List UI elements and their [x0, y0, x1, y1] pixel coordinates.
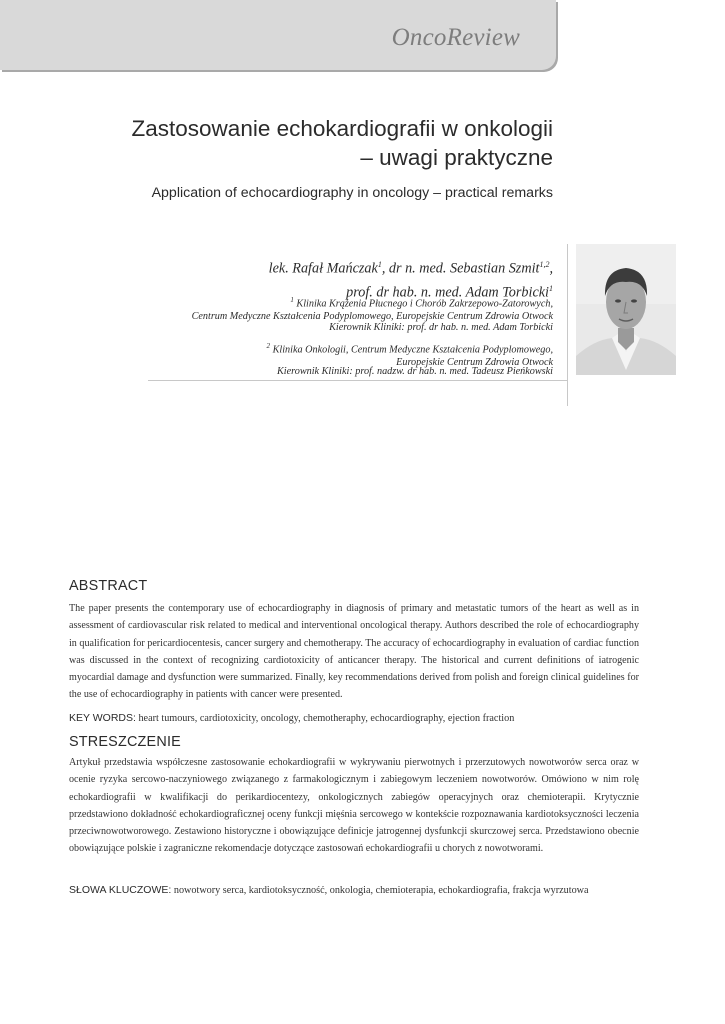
abstract-text: The paper presents the contemporary use of echocardiography in diagnosis of primary and metastatic tumors of the heart as well as in assessment of cardiovascular risk related to medical and interventional oncological therapy. Authors described the role of echocardiography in qualification for pericardiocentesis, cancer surgery and chemotherapy. The accuracy of echocardiography in evaluation of cardiac function was discussed in the context of recognizing cardiotoxicity of anticancer therapy. The historical and current definitions of iatrogenic myocardial damage and dysfunction were summarized. Finally, key recommendations derived from polish and foreign clinical guidelines for the use of echocardiography in patients with cancer were presented. [69, 603, 639, 701]
streszczenie-keywords [69, 884, 659, 896]
affiliation-2-line-1: Klinika Onkologii, Centrum Medyczne Kształcenia Podyplomowego, [270, 344, 553, 356]
affiliation-1-line-1: Klinika Krążenia Płucnego i Chorób Zakrzepowo-Zatorowych, [293, 298, 553, 310]
article-subtitle: Application of echocardiography in oncology – practical remarks [151, 185, 553, 201]
abstract-heading: ABSTRACT [69, 578, 148, 594]
author-1: lek. Rafał Mańczak [268, 260, 378, 277]
affiliation-2-marker: 2 [266, 342, 271, 350]
portrait-divider [567, 244, 568, 406]
author-separator: , [549, 260, 553, 277]
abstract-keywords [69, 712, 659, 724]
slowa-kluczowe-label: SŁOWA KLUCZOWE: [69, 884, 172, 896]
streszczenie-text: Artykuł przedstawia współczesne zastosowanie echokardiografii w wykrywaniu pierwotnych i przerzutowych nowotworów serca oraz w ocenie ryzyka sercowo-naczyniowego związanego z farmakologicznym i zabiegowym leczeniem nowotworów. Omówiono w nim rolę echokardiografii w kwalifikacji do perikardiocentezy, onkologicznych zabiegów operacyjnych oraz chemioterapii. Krytycznie przedstawiono dokładność echokardiograficznej oceny funkcji mięśnia sercowego w kontekście rozpoznawania kardiotoksyczności leczenia przeciwnowotworowego. Zestawiono historyczne i obowiązujące definicje jatrogennej dysfunkcji skurczowej serca. Przedstawiono obecnie obowiązujące polskie i zagraniczne rekomendacje dotyczące zastosowań echokardiografii u chorych z nowotworami. [69, 757, 639, 855]
journal-header-band [0, 0, 556, 70]
article-title [33, 114, 553, 172]
author-block-rule [148, 380, 568, 381]
affiliation-1-line-2: Centrum Medyczne Kształcenia Podyplomowego, Europejskie Centrum Zdrowia Otwock [191, 310, 553, 322]
portrait-illustration [576, 244, 676, 375]
affiliation-1 [33, 294, 553, 323]
affiliation-2-line-2: Europejskie Centrum Zdrowia Otwock [396, 356, 553, 368]
journal-name: OncoReview [391, 24, 520, 51]
affiliation-1-head: Kierownik Kliniki: prof. dr hab. n. med. Adam Torbicki [329, 322, 553, 333]
article-title-line-2: – uwagi praktyczne [360, 145, 553, 170]
author-3-affiliation: 1 [549, 283, 553, 293]
keywords-label: KEY WORDS: [69, 712, 136, 724]
author-portrait-photo [576, 244, 676, 375]
streszczenie-heading: STRESZCZENIE [69, 734, 181, 750]
affiliation-2-head: Kierownik Kliniki: prof. nadzw. dr hab. n. med. Tadeusz Pieńkowski [277, 366, 553, 377]
keywords-list: heart tumours, cardiotoxicity, oncology, chemotheraphy, echocardiography, ejection fraction [135, 713, 515, 724]
author-2-affiliation: 1,2 [539, 260, 550, 269]
affiliation-2 [33, 340, 553, 369]
slowa-kluczowe-list: nowotwory serca, kardiotoksyczność, onkologia, chemioterapia, echokardiografia, frakcja wyrzutowa [171, 885, 589, 896]
author-3: prof. dr hab. n. med. Adam Torbicki [346, 284, 549, 301]
author-2: , dr n. med. Sebastian Szmit [381, 260, 540, 277]
article-title-line-1: Zastosowanie echokardiografii w onkologii [131, 116, 553, 141]
author-1-affiliation: 1 [377, 260, 382, 269]
affiliation-1-marker: 1 [290, 296, 294, 304]
